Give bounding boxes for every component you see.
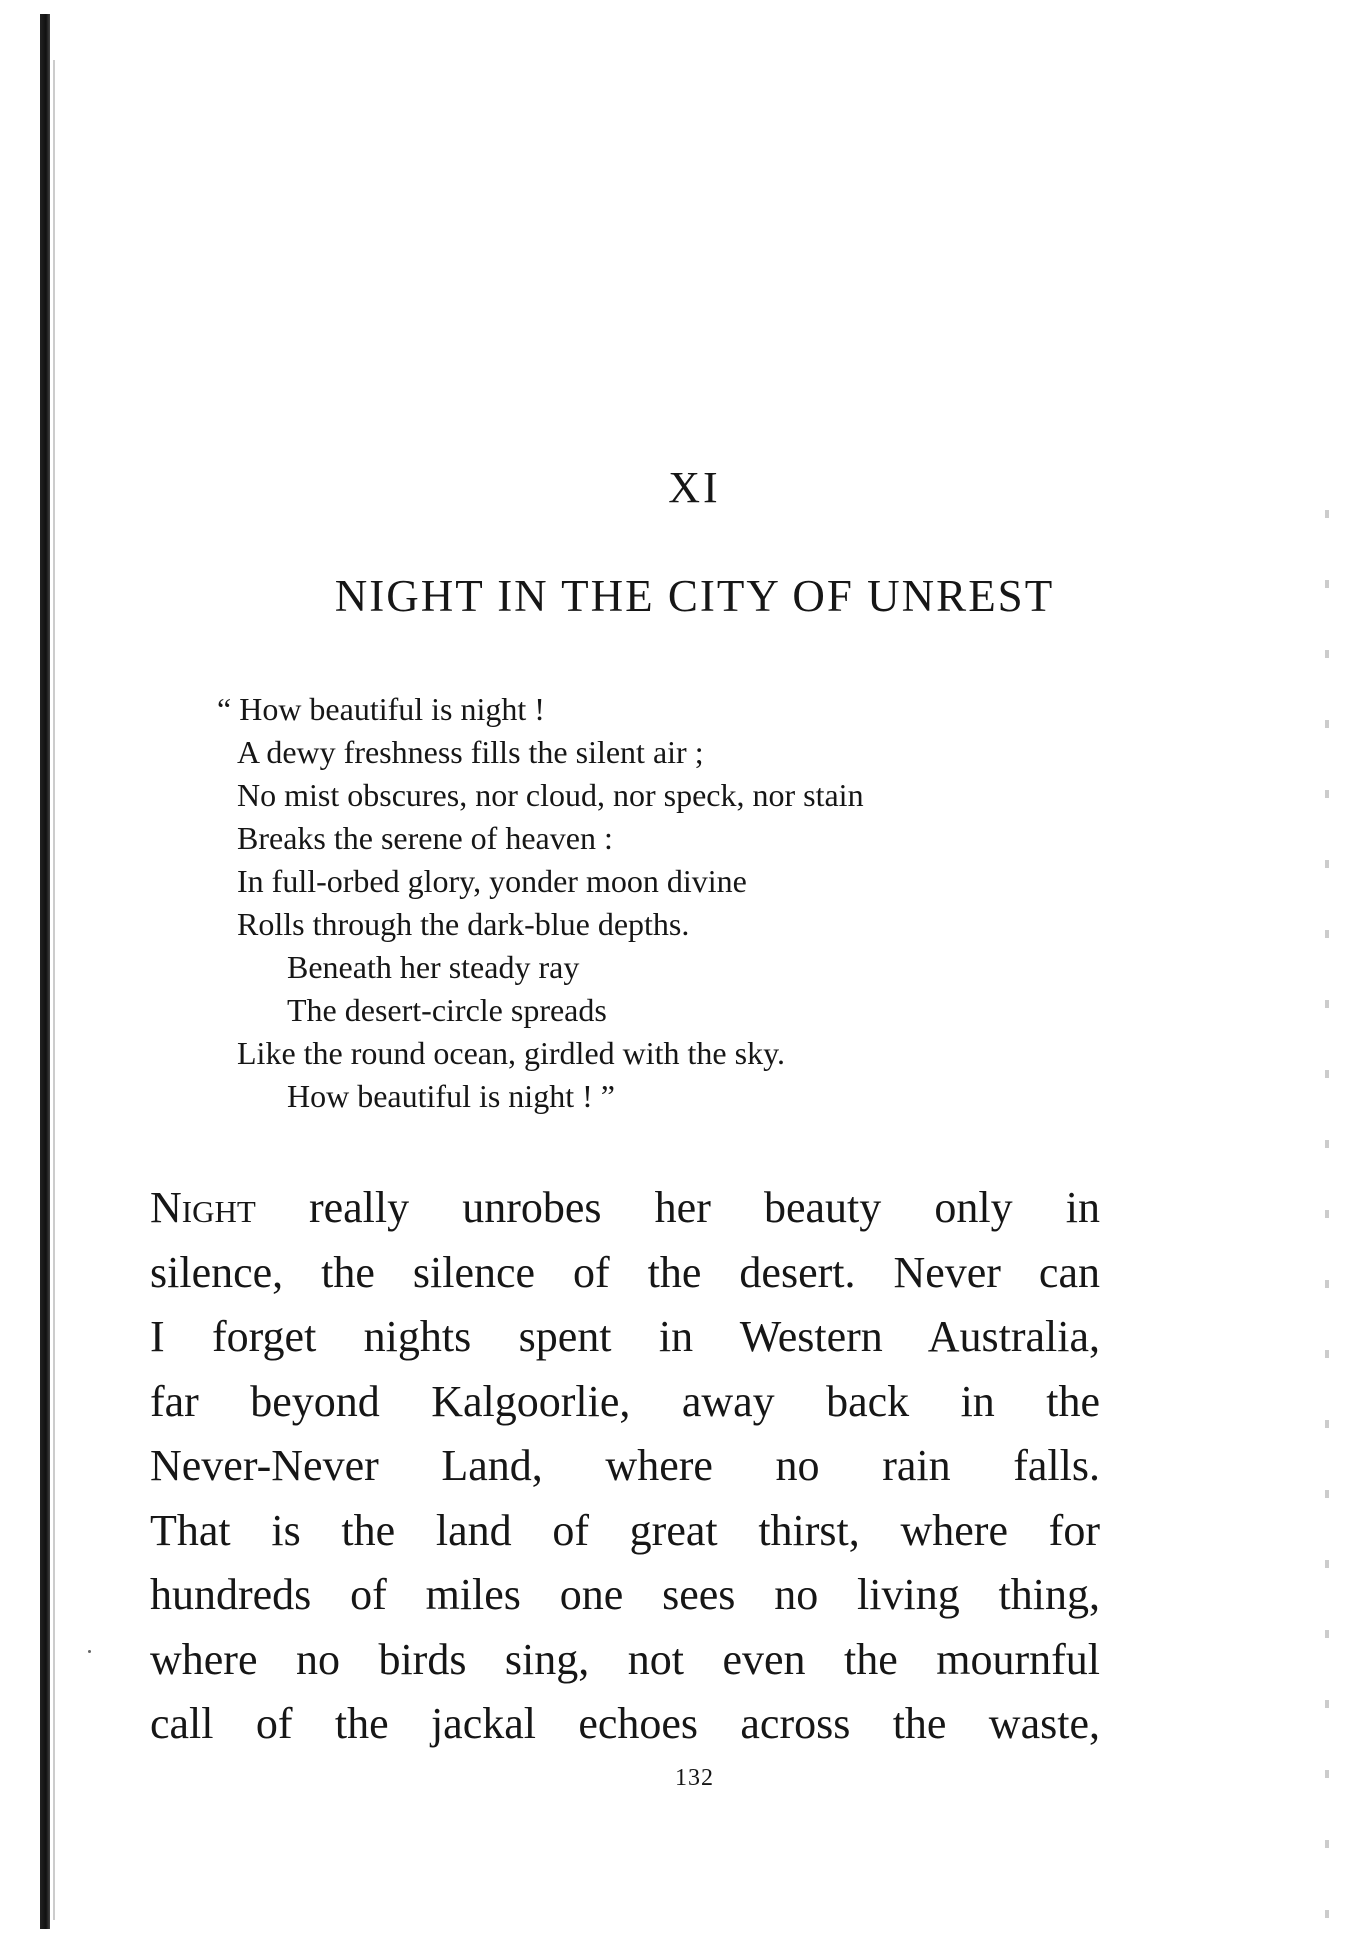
- body-line: I forget nights spent in Western Australia,: [150, 1312, 1100, 1361]
- body-line-first: [150, 1176, 1100, 1241]
- page-number: 132: [675, 1765, 714, 1791]
- chapter-number: XI: [668, 463, 721, 512]
- body-line: where no birds sing, not even the mournful: [150, 1634, 1100, 1684]
- poem-line: Beneath her steady ray: [287, 949, 580, 985]
- poem-line: No mist obscures, nor cloud, nor speck, nor stain: [237, 777, 864, 813]
- poem-line: How beautiful is night ! ”: [287, 1078, 615, 1114]
- body-line: call of the jackal echoes across the waste,: [150, 1699, 1100, 1748]
- poem-line: Breaks the serene of heaven :: [237, 820, 613, 856]
- body-line: That is the land of great thirst, where for: [150, 1505, 1100, 1555]
- book-spine-shadow: [40, 14, 50, 1929]
- poem-line: In full-orbed glory, yonder moon divine: [237, 863, 747, 899]
- poem-line: The desert-circle spreads: [287, 992, 607, 1028]
- body-line: hundreds of miles one sees no living thing,: [150, 1570, 1100, 1619]
- body-text: [150, 1176, 1100, 1757]
- poem-line: Like the round ocean, girdled with the sky.: [237, 1035, 785, 1071]
- body-line: silence, the silence of the desert. Never can: [150, 1247, 1100, 1297]
- body-line: Never-Never Land, where no rain falls.: [150, 1441, 1100, 1490]
- first-line-text: really unrobes her beauty only in: [255, 1183, 1100, 1232]
- page-edge-marks: [1325, 480, 1329, 1920]
- poem-line: A dewy freshness fills the silent air ;: [237, 734, 704, 770]
- poem-line: “ How beautiful is night !: [217, 691, 545, 727]
- poem-line: Rolls through the dark-blue depths.: [237, 906, 690, 942]
- chapter-title: NIGHT IN THE CITY OF UNREST: [334, 571, 1055, 621]
- spine-edge-line: [53, 60, 55, 1920]
- body-line: far beyond Kalgoorlie, away back in the: [150, 1376, 1100, 1426]
- opening-word: Night: [150, 1183, 256, 1232]
- speck-mark: [88, 1650, 91, 1653]
- epigraph-poem: [217, 688, 1117, 1118]
